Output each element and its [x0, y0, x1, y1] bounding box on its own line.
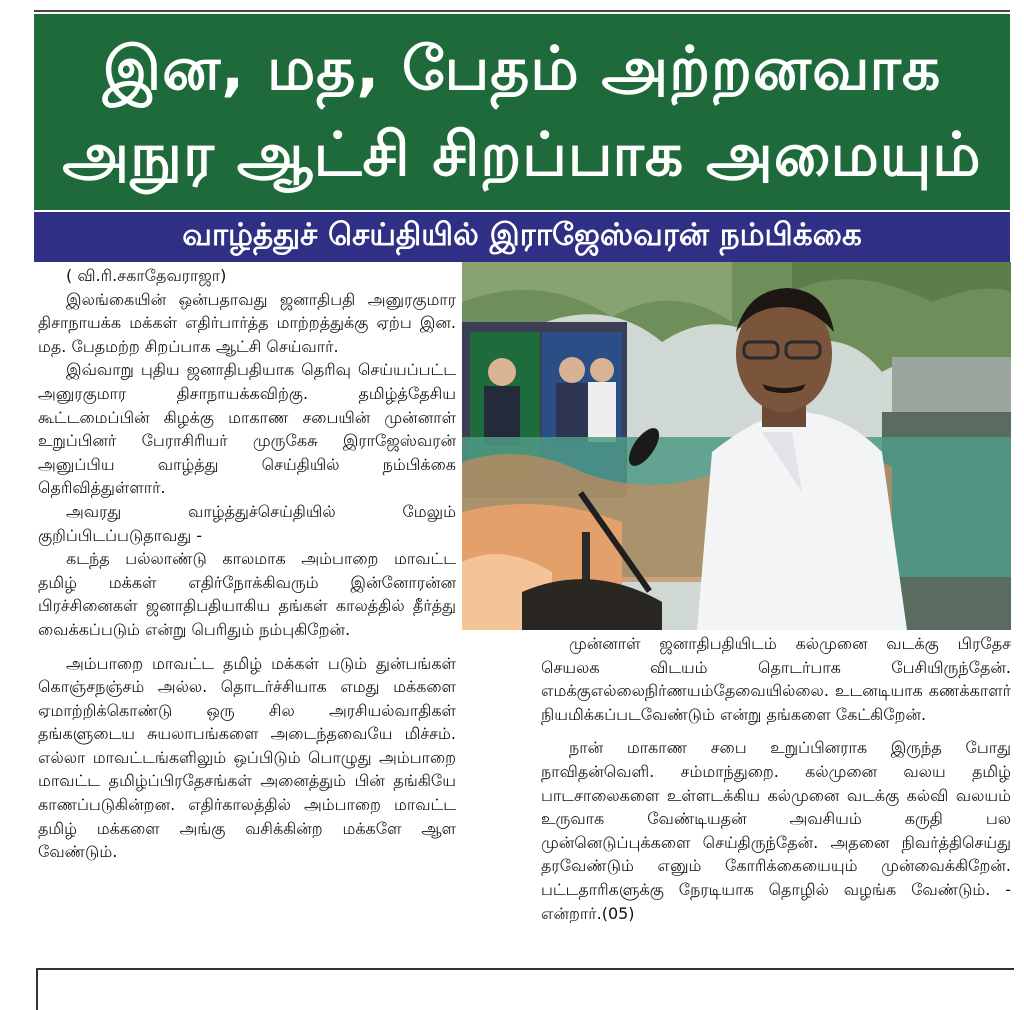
right-column: [541, 632, 1011, 925]
subheadline-band: [34, 212, 1010, 262]
top-rule: [34, 10, 1010, 12]
speaker-photo: [462, 262, 1011, 630]
paragraph-5: அம்பாறை மாவட்ட தமிழ் மக்கள் படும் துன்பங்கள் கொஞ்சநஞ்சம் அல்ல. தொடர்ச்சியாக எமது மக்களை ஏமாற்றிக்கொண்டு ஒரு சில அரசியல்வாதிகள் தங்களுடைய சுயலாபங்களை அடைந்தவையே மிச்சம். எல்லா மாவட்டங்களிலும் ஒப்பிடும் பொழுது அம்பாறை மாவட்ட தமிழ்ப்பிரதேசங்கள் அனைத்தும் பின் தங்கியே காணப்படுகின்றன. எதிர்காலத்தில் அம்பாறை மாவட்ட தமிழ் மக்களை அங்கு வசிக்கின்ற மக்களே ஆள வேண்டும்.: [38, 653, 456, 862]
bottom-frame: [36, 968, 1014, 1010]
left-column: [38, 264, 456, 864]
headline-band: [34, 14, 1010, 210]
paragraph-6: முன்னாள் ஜனாதிபதியிடம் கல்முனை வடக்கு பிரதேச செயலக விடயம் தொடர்பாக பேசியிருந்தேன். எமக்குஎல்லைநிர்ணயம்தேவையில்லை. உடனடியாக கணக்காளர் நியமிக்கப்படவேண்டும் என்று தங்களை கேட்கிறேன்.: [541, 634, 1011, 724]
headline-line-1: இன, மத, பேதம் அற்றனவாக: [102, 34, 942, 104]
subheadline: வாழ்த்துச் செய்தியில் இராஜேஸ்வரன் நம்பிக்கை: [182, 217, 862, 253]
paragraph-7: நான் மாகாண சபை உறுப்பினராக இருந்த போது நாவிதன்வெளி. சம்மாந்துறை. கல்முனை வலய தமிழ் பாடசாலைகளை உள்ளடக்கிய கல்முனை வடக்கு கல்வி வலயம் உருவாக வேண்டியதன் அவசியம் கருதி பல முன்னெடுப்புக்களை செய்திருந்தேன். அதனை நிவர்த்திசெய்து தரவேண்டும் எனும் கோரிக்கையையும் முன்வைக்கிறேன். பட்டதாரிகளுக்கு நேரடியாக தொழில் வழங்க வேண்டும். - என்றார்.(05): [541, 738, 1011, 923]
paragraph-2: இவ்வாறு புதிய ஜனாதிபதியாக தெரிவு செய்யப்பட்ட அனுரகுமார திசாநாயக்கவிற்கு. தமிழ்த்தேசிய கூட்டமைப்பின் கிழக்கு மாகாண சபையின் முன்னாள் உறுப்பினர் பேராசிரியர் முருகேசு இராஜேஸ்வரன் அனுப்பிய வாழ்த்து செய்தியில் நம்பிக்கை தெரிவித்துள்ளார்.: [38, 360, 456, 498]
byline: ( வி.ரி.சகாதேவராஜா): [66, 266, 227, 285]
headline-line-2: அநுர ஆட்சி சிறப்பாக அமையும்: [62, 120, 982, 190]
paragraph-1: இலங்கையின் ஒன்பதாவது ஜனாதிபதி அனுரகுமார திசாநாயக்க மக்கள் எதிர்பார்த்த மாற்றத்துக்கு ஏற்ப இன. மத. பேதமற்ற சிறப்பாக ஆட்சி செய்வார்.: [38, 289, 456, 356]
paragraph-3: அவரது வாழ்த்துச்செய்தியில் மேலும் குறிப்பிடப்படுதாவது -: [38, 501, 456, 545]
paragraph-4: கடந்த பல்லாண்டு காலமாக அம்பாறை மாவட்ட தமிழ் மக்கள் எதிர்நோக்கிவரும் இன்னோரன்ன பிரச்சினைகள் ஜனாதிபதியாகிய தங்கள் காலத்தில் தீர்த்து வைக்கப்படும் என்று பெரிதும் நம்புகிறேன்.: [38, 549, 456, 639]
